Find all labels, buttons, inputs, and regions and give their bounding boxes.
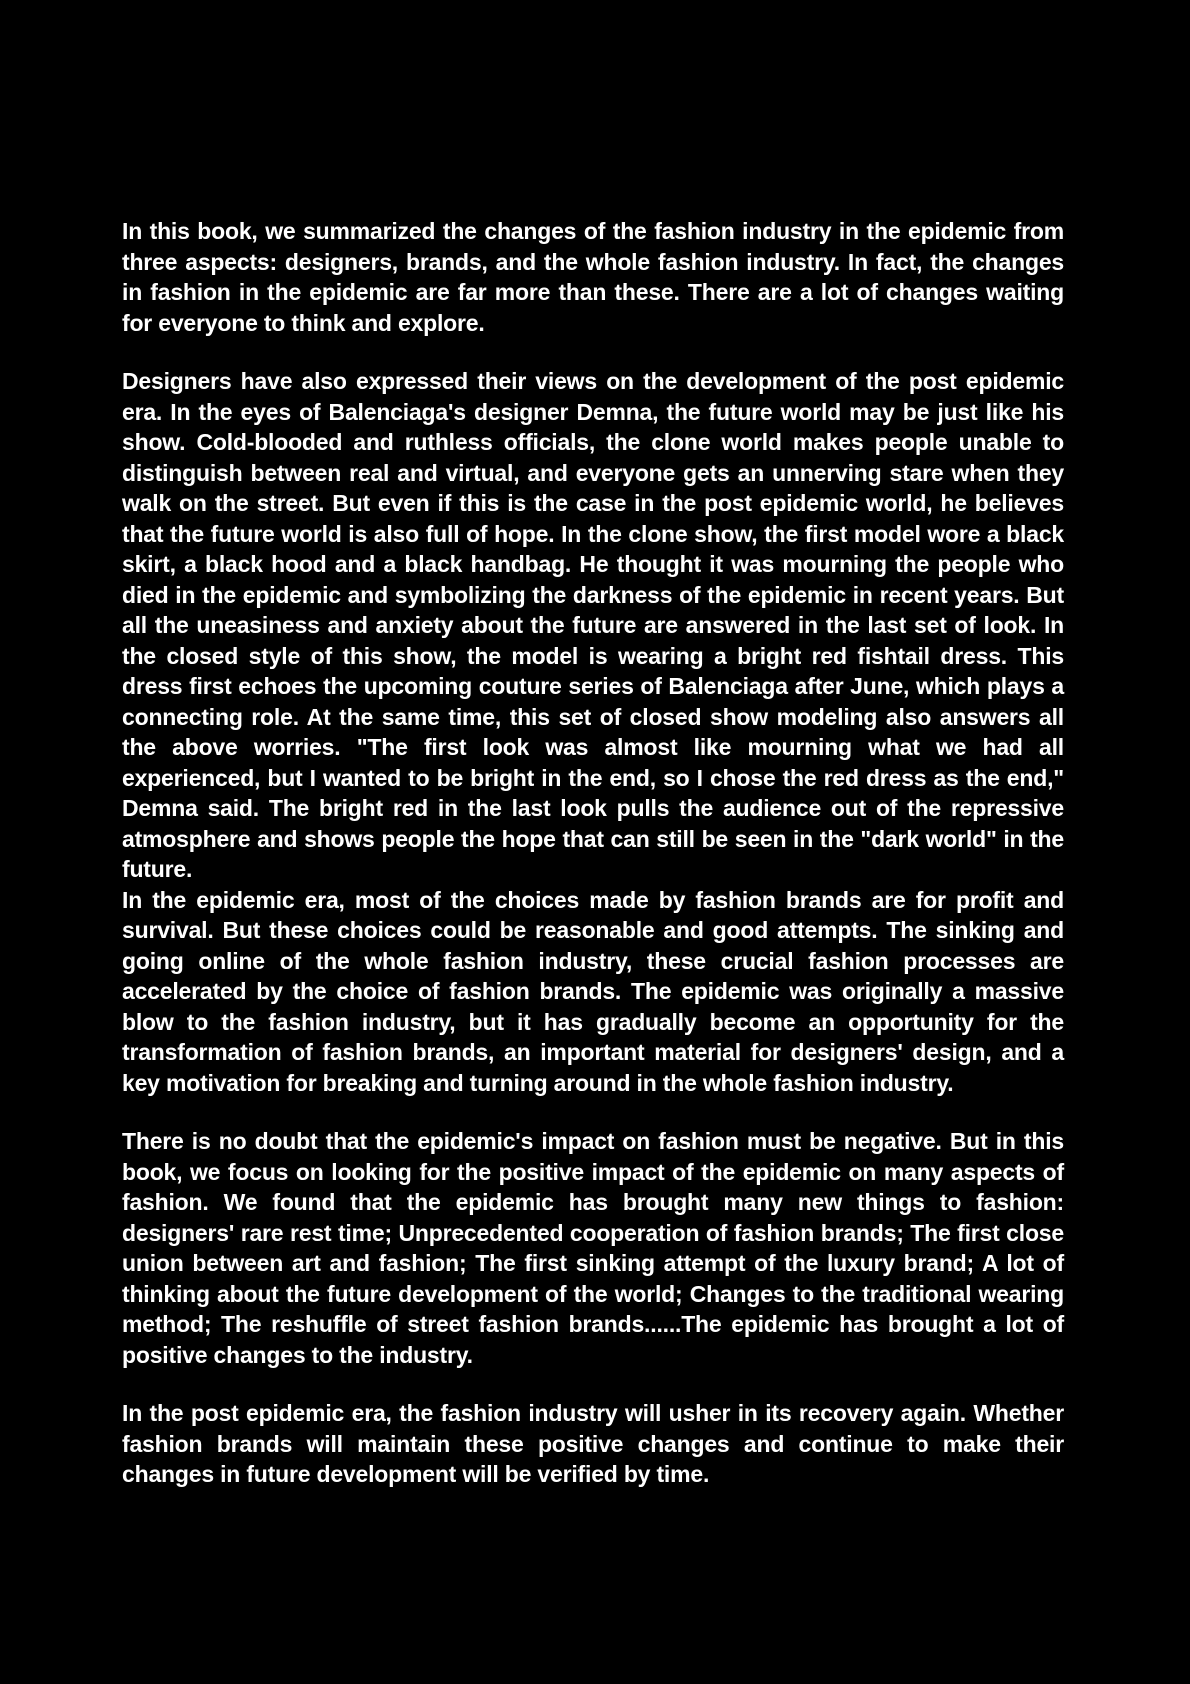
paragraph-epidemic-era-choices: In the epidemic era, most of the choices made by fashion brands are for profit and survival. But these choices could be reasonable and good attempts. The sinking and going online of the whole fashion industry, these crucial fashion processes are accelerated by the choice of fashion brands. The epidemic was originally a massive blow to the fashion industry, but it has gradually become an opportunity for the transformation of fashion brands, an important material for designers' design, and a key motivation for breaking and turning around in the whole fashion industry. xyxy=(122,886,1064,1096)
paragraph-designers-views: Designers have also expressed their views on the development of the post epidemic era. In the eyes of Balenciaga's designer Demna, the future world may be just like his show. Cold-blooded and ruthless officials, the clone world makes people unable to distinguish between real and virtual, and everyone gets an unnerving stare when they walk on the street. But even if this is the case in the post epidemic world, he believes that the future world is also full of hope. In the clone show, the first model wore a black skirt, a black hood and a black handbag. He thought it was mourning the people who died in the epidemic and symbolizing the darkness of the epidemic in recent years. But all the uneasiness and anxiety about the future are answered in the last set of look. In the closed style of this show, the model is wearing a bright red fishtail dress. This dress first echoes the upcoming couture series of Balenciaga after June, which plays a connecting role. At the same time, this set of closed show modeling also answers all the above worries. "The first look was almost like mourning what we had all experienced, but I wanted to be bright in the end, so I chose the red dress as the end," Demna said. The bright red in the last look pulls the audience out of the repressive atmosphere and shows people the hope that can still be seen in the "dark world" in the future. xyxy=(122,368,1064,882)
paragraph-post-epidemic-recovery: In the post epidemic era, the fashion industry will usher in its recovery again. Whether fashion brands will maintain these positive changes and continue to make their changes in future development will be verified by time. xyxy=(122,1400,1064,1487)
paragraph-positive-impact: There is no doubt that the epidemic's impact on fashion must be negative. But in this book, we focus on looking for the positive impact of the epidemic on many aspects of fashion. We found that the epidemic has brought many new things to fashion: designers' rare rest time; Unprecedented cooperation of fashion brands; The first close union between art and fashion; The first sinking attempt of the luxury brand; A lot of thinking about the future development of the world; Changes to the traditional wearing method; The reshuffle of street fashion brands......The epidemic has brought a lot of positive changes to the industry. xyxy=(122,1128,1064,1368)
page-text-block xyxy=(122,216,1064,1490)
paragraph-summary: In this book, we summarized the changes of the fashion industry in the epidemic from three aspects: designers, brands, and the whole fashion industry. In fact, the changes in fashion in the epidemic are far more than these. There are a lot of changes waiting for everyone to think and explore. xyxy=(122,218,1064,336)
